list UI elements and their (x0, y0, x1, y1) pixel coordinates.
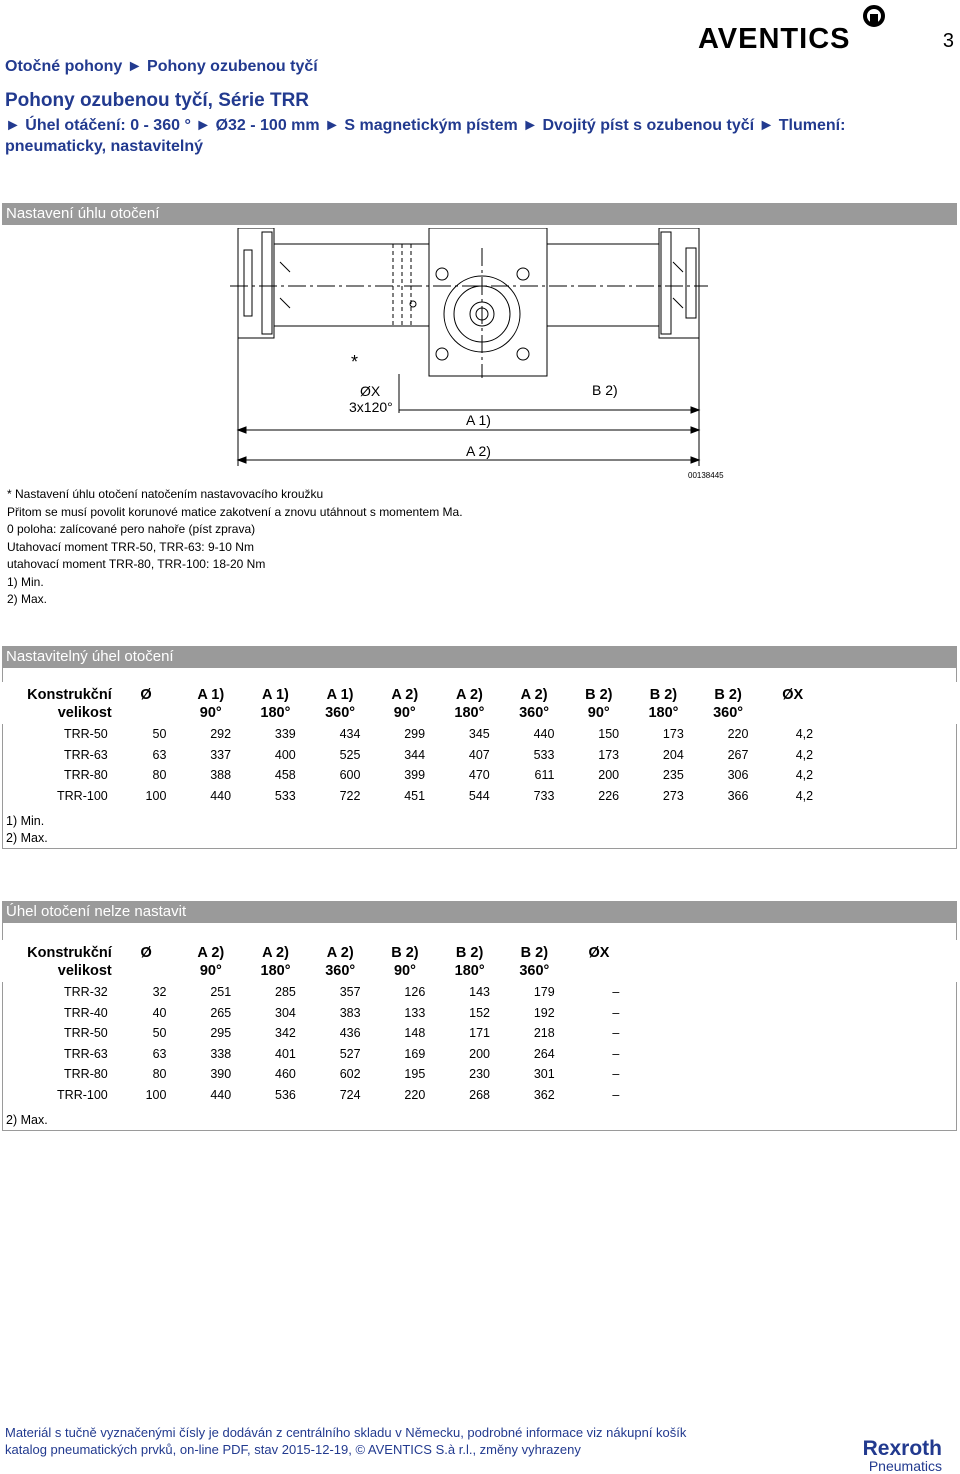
table-cell: 344 (404, 747, 426, 762)
table-cell: 401 (275, 1046, 296, 1061)
table-cell: 100 (145, 788, 167, 803)
table-cell: 304 (275, 1005, 296, 1020)
table-cell: 388 (210, 768, 232, 783)
column-header-line: velikost (57, 963, 112, 979)
column-header-line: 180° (454, 963, 485, 979)
table-cell: 4,2 (795, 727, 814, 742)
table-cell: 451 (404, 788, 426, 803)
section-title-fixed-angle: Úhel otočení nelze nastavit (2, 901, 957, 923)
column-header-line: B 2) (455, 945, 484, 961)
table-cell: 602 (339, 1067, 361, 1082)
table-cell: 220 (727, 727, 749, 742)
pneumatics-label: Pneumatics (868, 1458, 942, 1474)
drawing-ox-label: ØX (360, 383, 381, 399)
empty-header-cell (696, 940, 761, 982)
empty-cell (891, 1003, 957, 1024)
table-cell: 722 (339, 788, 361, 803)
empty-cell (631, 1023, 696, 1044)
drawing-star-marker: * (351, 352, 359, 372)
table-cell: 440 (210, 1087, 232, 1102)
empty-cell (631, 1064, 696, 1085)
table-cell: 251 (210, 985, 232, 1000)
empty-cell (825, 745, 891, 766)
empty-cell (825, 1085, 892, 1106)
table-cell: 143 (469, 985, 490, 1000)
column-header (372, 682, 437, 724)
column-header-line: A 2) (520, 687, 548, 703)
rexroth-logo: Rexroth (862, 1437, 942, 1460)
table-cell: 268 (469, 1087, 490, 1102)
empty-cell (891, 1023, 957, 1044)
table-row (2, 1023, 957, 1044)
table-cell: 100 (145, 1087, 167, 1102)
empty-cell (892, 786, 957, 807)
table-cell: 264 (533, 1046, 555, 1061)
table-cell: 171 (469, 1026, 490, 1041)
footnote: 1) Min. (6, 814, 45, 828)
table-cell: 536 (275, 1087, 296, 1102)
empty-cell (696, 1003, 761, 1024)
table-cell: 267 (727, 747, 749, 762)
table-cell: 173 (662, 727, 684, 742)
table-cell: 362 (533, 1087, 555, 1102)
empty-cell (892, 745, 957, 766)
empty-cell (631, 1085, 696, 1106)
drawing-ox-sub-label: 3x120° (349, 399, 393, 415)
table-cell: 235 (662, 768, 684, 783)
table-cell: 339 (274, 727, 296, 742)
column-header (373, 940, 438, 982)
table-cell: 292 (210, 727, 232, 742)
table-cell: 126 (404, 985, 426, 1000)
empty-cell (891, 982, 957, 1003)
table-cell: 600 (339, 768, 361, 783)
table-cell: 544 (468, 788, 490, 803)
column-header-line: Ø (140, 687, 152, 703)
table-row (2, 1064, 957, 1085)
column-header-line: B 2) (649, 687, 678, 703)
empty-cell (825, 1044, 892, 1065)
empty-cell (696, 982, 761, 1003)
empty-cell (696, 1044, 761, 1065)
empty-cell (825, 1064, 892, 1085)
column-header (178, 682, 243, 724)
column-header (114, 682, 179, 724)
column-header-line: 180° (260, 705, 291, 721)
empty-header-cell (825, 682, 891, 724)
page-number: 3 (942, 30, 954, 52)
empty-cell (825, 982, 892, 1003)
column-header (760, 682, 825, 724)
table-cell: TRR-32 (64, 985, 108, 1000)
table-cell: 200 (469, 1046, 490, 1061)
empty-cell (892, 724, 957, 745)
empty-cell (825, 1003, 892, 1024)
table-cell: 525 (339, 747, 361, 762)
note-line: 2) Max. (7, 592, 48, 606)
footer (5, 1424, 686, 1458)
table-cell: – (612, 1046, 620, 1061)
column-header-line: Konstrukční (27, 945, 112, 961)
empty-cell (696, 1064, 761, 1085)
table-cell: TRR-80 (63, 768, 108, 783)
table-row (2, 745, 957, 766)
table-cell: 63 (152, 747, 167, 762)
table-cell: 533 (533, 747, 555, 762)
table-cell: – (612, 1087, 620, 1102)
table-cell: 50 (152, 727, 167, 742)
table-cell: 527 (339, 1046, 361, 1061)
empty-cell (892, 765, 957, 786)
empty-cell (696, 1085, 761, 1106)
table-footnotes (6, 813, 48, 847)
column-header (308, 682, 373, 724)
table-cell: 200 (598, 768, 620, 783)
aventics-logo (698, 2, 888, 55)
empty-cell (760, 1064, 825, 1085)
table-cell: 220 (404, 1087, 426, 1102)
empty-cell (825, 724, 891, 745)
table-cell: 40 (152, 1005, 167, 1020)
column-header (114, 940, 179, 982)
note-line: * Nastavení úhlu otočení natočením nastavovacího kroužku (7, 487, 324, 501)
empty-cell (631, 1044, 696, 1065)
table-cell: 230 (469, 1067, 490, 1082)
column-header-line: 360° (325, 705, 356, 721)
column-header-line: B 2) (714, 687, 742, 703)
section-title-adjustable-angle: Nastavitelný úhel otočení (2, 646, 957, 668)
adjustable-angle-table (2, 682, 957, 806)
column-header-line: 90° (199, 705, 222, 721)
column-header-line: A 2) (262, 945, 289, 961)
table-row (2, 982, 957, 1003)
table-footnotes (6, 1112, 48, 1129)
empty-cell (891, 1085, 957, 1106)
breadcrumb: Otočné pohony ► Pohony ozubenou tyčí (5, 58, 318, 75)
table-row (2, 765, 957, 786)
table-cell: 345 (468, 727, 490, 742)
empty-header-cell (892, 682, 957, 724)
column-header (243, 682, 308, 724)
table-cell: 342 (275, 1026, 296, 1041)
column-header-line: 90° (199, 963, 222, 979)
table-cell: 440 (533, 727, 555, 742)
column-header (178, 940, 243, 982)
table-cell: – (612, 1005, 620, 1020)
table-cell: 204 (662, 747, 684, 762)
table-cell: 434 (339, 727, 361, 742)
table-cell: 273 (662, 788, 684, 803)
aventics-logo-text: AVENTICS (698, 23, 851, 50)
column-header (567, 940, 632, 982)
table-cell: 383 (339, 1005, 361, 1020)
note-line: Přitom se musí povolit korunové matice zakotvení a znovu utáhnout s momentem Ma. (7, 504, 463, 519)
table-cell: TRR-100 (57, 1087, 108, 1102)
column-header-line: 90° (393, 705, 416, 721)
column-header-line: 180° (648, 705, 679, 721)
table-cell: 148 (404, 1026, 426, 1041)
column-header-line: A 1) (197, 687, 225, 703)
table-cell: 611 (534, 768, 555, 783)
empty-cell (760, 1003, 825, 1024)
column-header-line: Ø (140, 945, 152, 961)
column-header-line: 90° (587, 705, 610, 721)
column-header-line: 180° (454, 705, 485, 721)
column-header-line: 360° (519, 705, 550, 721)
table-cell: 173 (598, 747, 620, 762)
technical-drawing (230, 228, 730, 478)
table-cell: 133 (404, 1005, 426, 1020)
drawing-id: 00138445 (688, 471, 724, 480)
table-cell: TRR-100 (57, 788, 108, 803)
notes-block (7, 486, 463, 609)
table-cell: 169 (404, 1046, 426, 1061)
column-header-line: 360° (713, 705, 744, 721)
table-cell: TRR-50 (64, 1026, 108, 1041)
empty-cell (696, 1023, 761, 1044)
table-cell: 338 (210, 1046, 232, 1061)
empty-cell (760, 1023, 825, 1044)
table-row (2, 1085, 957, 1106)
table-row (2, 1003, 957, 1024)
table-cell: 470 (468, 768, 490, 783)
page-title: Pohony ozubenou tyčí, Série TRR (5, 90, 310, 111)
empty-cell (825, 1023, 892, 1044)
table-cell: 299 (404, 727, 426, 742)
table-cell: 4,2 (795, 768, 814, 783)
empty-cell (891, 1044, 957, 1065)
table-cell: 436 (339, 1026, 361, 1041)
table-cell: 179 (533, 985, 555, 1000)
column-header-line: A 1) (261, 687, 289, 703)
table-cell: 80 (152, 768, 167, 783)
column-header-line: B 2) (391, 945, 419, 961)
table-row (2, 1044, 957, 1065)
feature-list: ► Úhel otáčení: 0 - 360 ° ► Ø32 - 100 mm ► S magnetickým pístem ► Dvojitý píst s ozubenou tyčí ► Tlumení: pneumaticky, nastavitelný (5, 117, 846, 155)
empty-cell (825, 765, 891, 786)
column-header (243, 940, 308, 982)
table-cell: 50 (152, 1026, 167, 1041)
empty-cell (631, 982, 696, 1003)
column-header-line: 90° (393, 963, 416, 979)
empty-header-cell (631, 940, 696, 982)
empty-header-cell (760, 940, 825, 982)
table-cell: 152 (469, 1005, 490, 1020)
column-header (2, 940, 114, 982)
table-cell: TRR-63 (64, 1046, 108, 1061)
table-cell: 63 (152, 1046, 167, 1061)
column-header-line: 360° (519, 963, 550, 979)
column-header (631, 682, 696, 724)
empty-cell (760, 1085, 825, 1106)
table-cell: – (612, 1067, 620, 1082)
table-cell: 733 (533, 788, 555, 803)
note-line: 1) Min. (7, 574, 44, 589)
footer-line: katalog pneumatických prvků, on-line PDF, stav 2015-12-19, © AVENTICS S.à r.l., změny vyhrazeny (5, 1442, 581, 1457)
column-header-line: 180° (260, 963, 291, 979)
column-header-line: A 2) (391, 687, 419, 703)
table-cell: 533 (274, 788, 296, 803)
empty-cell (631, 1003, 696, 1024)
column-header (308, 940, 373, 982)
column-header-line: 360° (325, 963, 356, 979)
table-cell: 337 (210, 747, 232, 762)
table-cell: 400 (274, 747, 296, 762)
column-header (437, 940, 502, 982)
empty-header-cell (891, 940, 957, 982)
footnote: 2) Max. (6, 831, 48, 845)
table-cell: 295 (210, 1026, 232, 1041)
fixed-angle-table (2, 940, 957, 1105)
drawing-a1-label: A 1) (466, 412, 491, 428)
table-cell: 458 (274, 768, 296, 783)
table-cell: 4,2 (795, 747, 814, 762)
column-header-line: B 2) (520, 945, 549, 961)
table-row (2, 724, 957, 745)
column-header (2, 682, 114, 724)
empty-header-cell (825, 940, 892, 982)
table-cell: TRR-63 (63, 747, 108, 762)
table-cell: TRR-50 (63, 727, 108, 742)
column-header (696, 682, 761, 724)
column-header-line: A 2) (456, 687, 483, 703)
table-cell: 285 (275, 985, 296, 1000)
column-header-line: A 1) (326, 687, 354, 703)
table-cell: 150 (598, 727, 620, 742)
column-header-line: A 2) (197, 945, 225, 961)
empty-cell (760, 1044, 825, 1065)
footnote: 2) Max. (6, 1113, 48, 1127)
note-line: Utahovací moment TRR-50, TRR-63: 9-10 Nm (7, 539, 254, 554)
table-cell: 357 (339, 985, 361, 1000)
table-cell: 4,2 (795, 788, 814, 803)
table-cell: 301 (533, 1067, 555, 1082)
column-header-line: ØX (588, 945, 610, 961)
section-title-angle-setting: Nastavení úhlu otočení (2, 203, 957, 225)
table-cell: 366 (727, 788, 749, 803)
table-cell: 460 (275, 1067, 296, 1082)
empty-cell (760, 982, 825, 1003)
table-cell: 226 (598, 788, 620, 803)
table-cell: 265 (210, 1005, 232, 1020)
table-cell: 399 (404, 768, 426, 783)
table-cell: 390 (210, 1067, 232, 1082)
table-cell: 195 (404, 1067, 426, 1082)
table-cell: 306 (727, 768, 749, 783)
drawing-b2-label: B 2) (592, 382, 618, 398)
note-line: 0 poloha: zalícované pero nahoře (píst zprava) (7, 522, 256, 536)
drawing-a2-label: A 2) (466, 443, 491, 459)
table-cell: – (612, 1026, 620, 1041)
note-line: utahovací moment TRR-80, TRR-100: 18-20 Nm (7, 557, 266, 571)
table-cell: 440 (210, 788, 232, 803)
table-cell: TRR-80 (64, 1067, 108, 1082)
column-header (502, 682, 567, 724)
table-cell: TRR-40 (64, 1005, 108, 1020)
empty-cell (825, 786, 891, 807)
column-header-line: ØX (782, 687, 804, 703)
column-header-line: A 2) (326, 945, 354, 961)
empty-cell (891, 1064, 957, 1085)
column-header-line: B 2) (585, 687, 613, 703)
column-header (566, 682, 631, 724)
table-cell: 32 (152, 985, 167, 1000)
table-cell: 724 (339, 1087, 361, 1102)
table-cell: 407 (468, 747, 490, 762)
column-header-line: velikost (57, 705, 112, 721)
table-cell: 80 (152, 1067, 167, 1082)
column-header (437, 682, 502, 724)
footer-line: Materiál s tučně vyznačenými čísly je dodáván z centrálního skladu v Německu, podrobné informace viz nákupní košík (5, 1425, 687, 1440)
table-cell: 218 (533, 1026, 555, 1041)
table-cell: 192 (533, 1005, 555, 1020)
table-row (2, 786, 957, 807)
table-cell: – (612, 985, 620, 1000)
column-header (502, 940, 567, 982)
column-header-line: Konstrukční (27, 687, 112, 703)
